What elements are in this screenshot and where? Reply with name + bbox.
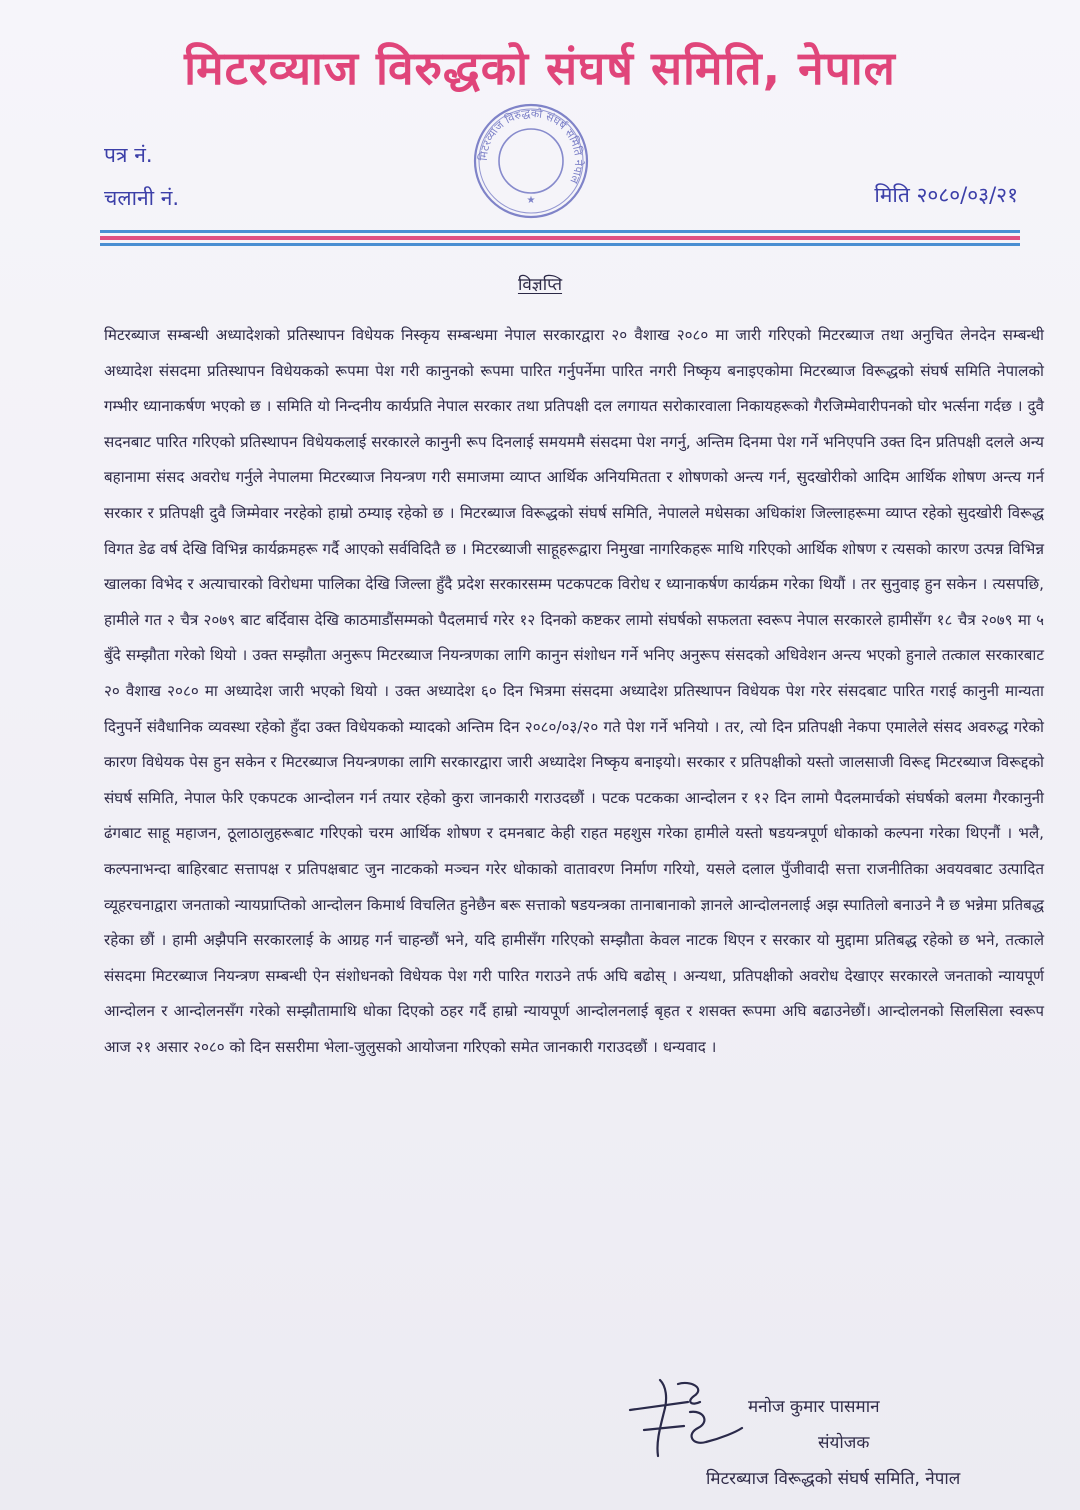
header-rule-blue-bottom	[100, 243, 1020, 246]
patra-number-label: पत्र नं.	[104, 143, 153, 167]
handwritten-signature	[620, 1372, 750, 1462]
notice-heading-text: विज्ञप्ति	[517, 275, 563, 295]
letter-date: मिति २०८०/०३/२१	[874, 183, 1018, 207]
header-rule-red	[100, 236, 1020, 240]
notice-heading	[0, 272, 1080, 295]
organization-seal-icon	[470, 100, 592, 222]
header-rule-blue-top	[100, 230, 1020, 233]
signatory-organization: मिटरब्याज विरूद्धको संघर्ष समिति, नेपाल	[706, 1469, 961, 1489]
signatory-role: संयोजक	[818, 1433, 870, 1453]
seal-text: मिटरव्याज विरुद्धको संघर्ष समिति नेपाल	[476, 106, 586, 186]
notice-body: मिटरब्याज सम्बन्धी अध्यादेशको प्रतिस्थापन विधेयक निस्कृय सम्बन्धमा नेपाल सरकारद्वारा २० वैशाख २०८० मा जारी गरिएको मिटरब्याज तथा अनुचित लेनदेन सम्बन्धी अध्यादेश संसदमा प्रतिस्थापन विधेयकको रूपमा पेश गरी कानुनको रूपमा पारित गर्नुपर्नेमा पारित नगरी निष्कृय बनाइएकोमा मिटरब्याज विरूद्धको संघर्ष समिति नेपालको गम्भीर ध्यानाकर्षण भएको छ । समिति यो निन्दनीय कार्यप्रति नेपाल सरकार तथा प्रतिपक्षी दल लगायत सरोकारवाला निकायहरूको गैरजिम्मेवारीपनको घोर भर्त्सना गर्दछ । दुवै सदनबाट पारित गरिएको प्रतिस्थापन विधेयकलाई सरकारले कानुनी रूप दिनलाई समयममै संसदमा पेश नगर्नु, अन्तिम दिनमा पेश गर्ने भनिएपनि उक्त दिन प्रतिपक्षी दलले अन्य बहानामा संसद अवरोध गर्नुले नेपालमा मिटरब्याज नियन्त्रण गरी समाजमा व्याप्त आर्थिक अनियमितता र शोषणको अन्त्य गर्न, सुदखोरीको आदिम आर्थिक शोषण अन्त्य गर्न सरकार र प्रतिपक्षी दुवै जिम्मेवार नरहेको हाम्रो ठम्याइ रहेको छ । मिटरब्याज विरूद्धको संघर्ष समिति, नेपालले मधेसका अधिकांश जिल्लाहरूमा व्याप्त रहेको सुदखोरी विरूद्ध विगत डेढ वर्ष देखि विभिन्न कार्यक्रमहरू गर्दै आएको सर्वविदितै छ । मिटरब्याजी साहूहरूद्वारा निमुखा नागरिकहरू माथि गरिएको आर्थिक शोषण र त्यसको कारण उत्पन्न विभिन्न खालका विभेद र अत्याचारको विरोधमा पालिका देखि जिल्ला हुँदै प्रदेश सरकारसम्म पटकपटक विरोध र ध्यानाकर्षण कार्यक्रम गरेका थियौं । तर सुनुवाइ हुन सकेन । त्यसपछि, हामीले गत २ चैत्र २०७९ बाट बर्दिवास देखि काठमाडौंसम्मको पैदलमार्च गरेर १२ दिनको कष्टकर लामो संघर्षको सफलता स्वरूप नेपाल सरकारले हामीसँग १८ चैत्र २०७९ मा ५ बुँदे सम्झौता गरेको थियो । उक्त सम्झौता अनुरूप मिटरब्याज नियन्त्रणका लागि कानुन संशोधन गर्ने भनिए अनुरूप संसदको अधिवेशन अन्त्य भएको हुनाले तत्काल सरकारबाट २० वैशाख २०८० मा अध्यादेश जारी भएको थियो । उक्त अध्यादेश ६० दिन भित्रमा संसदमा अध्यादेश प्रतिस्थापन विधेयक पेश गरेर संसदबाट पारित गराई कानुनी मान्यता दिनुपर्ने संवैधानिक व्यवस्था रहेको हुँदा उक्त विधेयकको म्यादको अन्तिम दिन २०८०/०३/२० गते पेश गर्ने भनियो । तर, त्यो दिन प्रतिपक्षी नेकपा एमालेले संसद अवरुद्ध गरेको कारण विधेयक पेस हुन सकेन र मिटरब्याज नियन्त्रणका लागि सरकारद्वारा जारी अध्यादेश निष्कृय बनाइयो। सरकार र प्रतिपक्षीको यस्तो जालसाजी विरूद्द मिटरब्याज विरूद्दको संघर्ष समिति, नेपाल फेरि एकपटक आन्दोलन गर्न तयार रहेको कुरा जानकारी गराउदछौं । पटक पटकका आन्दोलन र १२ दिन लामो पैदलमार्चको संघर्षको बलमा गैरकानुनी ढंगबाट साहू महाजन, ठूलाठालुहरूबाट गरिएको चरम आर्थिक शोषण र दमनबाट केही राहत महशुस गरेका हामीले यस्तो षडयन्त्रपूर्ण धोकाको कल्पना गरेका थिएनौं । भलै, कल्पनाभन्दा बाहिरबाट सत्तापक्ष र प्रतिपक्षबाट जुन नाटकको मञ्चन गरेर धोकाको वातावरण निर्माण गरियो, यसले दलाल पुँजीवादी सत्ता राजनीतिका अवयवबाट उत्पादित व्यूहरचनाद्वारा जनताको न्यायप्राप्तिको आन्दोलन किमार्थ विचलित हुनेछैन बरू सत्ताको षडयन्त्रका तानाबानाको ज्ञानले आन्दोलनलाई अझ स्पातिलो बनाउने नै छ भन्नेमा प्रतिबद्ध रहेका छौं । हामी अझैपनि सरकारलाई के आग्रह गर्न चाहन्छौं भने, यदि हामीसँग गरिएको सम्झौता केवल नाटक थिएन र सरकार यो मुद्दामा प्रतिबद्ध रहेको छ भने, तत्काले संसदमा मिटरब्याज नियन्त्रण सम्बन्धी ऐन संशोधनको विधेयक पेश गरी पारित गराउने तर्फ अघि बढोस् । अन्यथा, प्रतिपक्षीको अवरोध देखाएर सरकारले जनताको न्यायपूर्ण आन्दोलन र आन्दोलनसँग गरेको सम्झौतामाथि धोका दिएको ठहर गर्दै हाम्रो न्यायपूर्ण आन्दोलनलाई बृहत र शसक्त रूपमा अघि बढाउनेछौं। आन्दोलनको सिलसिला स्वरूप आज २१ असार २०८० को दिन ससरीमा भेला-जुलुसको आयोजना गरिएको समेत जानकारी गराउदछौं । धन्यवाद ।	[104, 326, 1044, 1056]
chalani-number-label: चलानी नं.	[104, 186, 180, 210]
svg-text:★: ★	[526, 195, 536, 206]
org-title: मिटरव्याज विरुद्धको संघर्ष समिति, नेपाल	[184, 41, 896, 95]
signatory-name: मनोज कुमार पासमान	[748, 1397, 880, 1417]
